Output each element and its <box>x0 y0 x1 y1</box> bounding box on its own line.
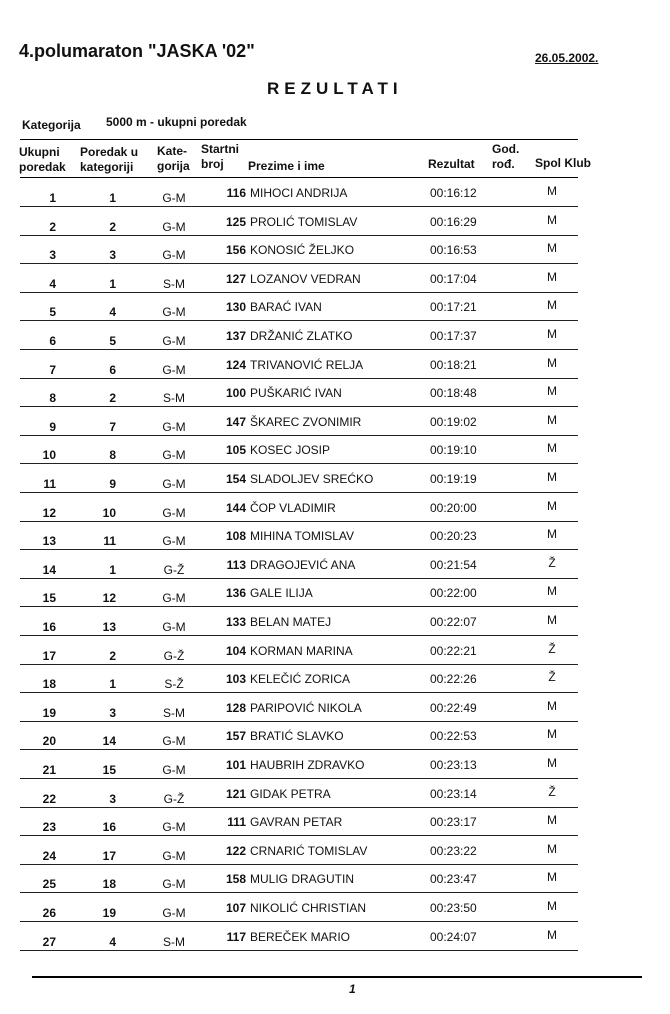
cell-sex: M <box>547 441 557 456</box>
cell-overall-position: 13 <box>42 534 56 549</box>
cell-name: KORMAN MARINA <box>250 643 353 658</box>
header-top-rule <box>20 139 578 140</box>
cell-result: 00:22:00 <box>430 586 477 601</box>
cell-category-position: 2 <box>109 648 116 663</box>
cell-bib-number: 125 <box>225 214 246 229</box>
cell-category: G-M <box>162 848 186 863</box>
cell-result: 00:16:12 <box>430 186 477 200</box>
row-rule <box>20 435 578 436</box>
cell-result: 00:18:48 <box>430 386 477 401</box>
cell-name: KOSEC JOSIP <box>250 443 331 458</box>
cell-category: G-M <box>162 419 186 434</box>
row-rule <box>20 950 578 951</box>
row-rule <box>20 349 578 350</box>
cell-bib-number: 121 <box>225 786 246 801</box>
cell-name: BELAN MATEJ <box>250 615 332 629</box>
row-rule <box>20 578 578 579</box>
cell-category: G-M <box>162 534 186 549</box>
cell-name: PUŠKARIĆ IVAN <box>250 386 342 401</box>
cell-overall-position: 16 <box>42 620 56 634</box>
cell-bib-number: 147 <box>225 414 246 429</box>
cell-result: 00:23:22 <box>430 843 477 858</box>
cell-name: GAVRAN PETAR <box>250 815 343 830</box>
cell-category: S-M <box>163 705 185 720</box>
cell-result: 00:22:49 <box>430 700 477 715</box>
row-rule <box>20 692 578 693</box>
cell-bib-number: 144 <box>225 500 246 515</box>
cell-category: G-M <box>162 305 186 320</box>
header-name: Prezime i ime <box>248 159 325 173</box>
cell-overall-position: 11 <box>43 477 56 491</box>
cell-result: 00:23:17 <box>430 815 477 830</box>
cell-category-position: 1 <box>109 677 116 692</box>
cell-result: 00:22:21 <box>430 643 477 658</box>
row-rule <box>20 320 578 321</box>
page-number: 1 <box>349 982 356 996</box>
cell-category-position: 1 <box>109 562 116 577</box>
cell-name: BARAĆ IVAN <box>250 300 322 315</box>
cell-overall-position: 26 <box>42 906 56 920</box>
cell-category: G-M <box>162 248 186 263</box>
cell-overall-position: 23 <box>42 820 56 835</box>
row-rule <box>20 263 578 264</box>
row-rule <box>20 292 578 293</box>
cell-bib-number: 137 <box>225 329 246 343</box>
cell-bib-number: 104 <box>225 643 246 658</box>
cell-category-position: 7 <box>109 419 116 434</box>
cell-category-position: 6 <box>109 362 116 377</box>
header-result: Rezultat <box>428 157 475 171</box>
cell-overall-position: 21 <box>42 763 56 777</box>
cell-sex: Ž <box>548 670 556 685</box>
cell-category-position: 9 <box>109 477 116 491</box>
cell-category-position: 4 <box>109 305 116 320</box>
row-rule <box>20 807 578 808</box>
cell-overall-position: 17 <box>42 648 56 663</box>
cell-category-position: 8 <box>109 448 116 463</box>
cell-name: ČOP VLADIMIR <box>250 500 336 515</box>
cell-category-position: 1 <box>109 276 116 291</box>
cell-category-position: 18 <box>102 877 116 892</box>
cell-category-position: 19 <box>102 906 116 920</box>
cell-result: 00:19:02 <box>430 414 477 429</box>
cell-bib-number: 128 <box>225 700 246 715</box>
cell-bib-number: 136 <box>225 586 246 601</box>
row-rule <box>20 921 578 922</box>
cell-overall-position: 2 <box>49 219 56 234</box>
category-label: Kategorija <box>22 118 81 132</box>
cell-sex: M <box>547 470 557 484</box>
cell-name: KELEČIĆ ZORICA <box>250 672 351 687</box>
cell-result: 00:16:53 <box>430 243 477 258</box>
cell-name: DRAGOJEVIĆ ANA <box>250 557 356 572</box>
cell-category: G-Ž <box>163 791 185 806</box>
cell-category-position: 11 <box>103 534 116 549</box>
cell-sex: M <box>547 813 557 828</box>
cell-name: PROLIĆ TOMISLAV <box>250 214 358 229</box>
cell-sex: M <box>547 698 557 713</box>
cell-result: 00:23:13 <box>430 758 477 772</box>
cell-sex: M <box>547 613 557 627</box>
cell-overall-position: 1 <box>49 191 56 205</box>
cell-category-position: 2 <box>109 391 116 406</box>
cell-overall-position: 19 <box>42 705 56 720</box>
cell-category-position: 2 <box>109 219 116 234</box>
cell-overall-position: 6 <box>49 334 56 348</box>
category-value: 5000 m - ukupni poredak <box>106 115 247 129</box>
cell-category-position: 15 <box>102 763 116 777</box>
cell-result: 00:20:00 <box>430 500 477 515</box>
cell-sex: Ž <box>548 555 556 570</box>
cell-result: 00:22:26 <box>430 672 477 687</box>
cell-sex: M <box>547 184 557 198</box>
cell-bib-number: 158 <box>225 872 246 887</box>
cell-result: 00:23:14 <box>430 786 477 801</box>
cell-name: MIHINA TOMISLAV <box>250 529 355 544</box>
cell-name: PARIPOVIĆ NIKOLA <box>250 700 362 715</box>
cell-category: G-M <box>162 763 186 777</box>
cell-sex: M <box>547 241 557 256</box>
cell-category-position: 13 <box>102 620 116 634</box>
cell-bib-number: 101 <box>225 758 246 772</box>
row-rule <box>20 521 578 522</box>
cell-name: DRŽANIĆ ZLATKO <box>250 329 353 343</box>
cell-sex: M <box>547 841 557 856</box>
cell-overall-position: 12 <box>42 505 56 520</box>
cell-bib-number: 122 <box>225 843 246 858</box>
cell-name: MULIG DRAGUTIN <box>250 872 355 887</box>
cell-category: G-M <box>162 219 186 234</box>
cell-name: BRATIĆ SLAVKO <box>250 729 344 744</box>
cell-sex: M <box>547 527 557 542</box>
cell-result: 00:23:47 <box>430 872 477 887</box>
cell-sex: M <box>547 899 557 913</box>
cell-sex: M <box>547 756 557 770</box>
row-rule <box>20 406 578 407</box>
cell-overall-position: 4 <box>49 276 56 291</box>
cell-overall-position: 10 <box>42 448 56 463</box>
cell-category: S-M <box>163 391 185 406</box>
cell-overall-position: 5 <box>49 305 56 320</box>
cell-sex: Ž <box>548 641 556 656</box>
cell-sex: M <box>547 927 557 942</box>
header-bottom-rule <box>20 177 578 178</box>
row-rule <box>20 206 578 207</box>
row-rule <box>20 664 578 665</box>
cell-category-position: 1 <box>109 191 116 205</box>
row-rule <box>20 749 578 750</box>
cell-category-position: 10 <box>102 505 116 520</box>
cell-category-position: 12 <box>102 591 116 606</box>
cell-bib-number: 127 <box>225 271 246 286</box>
cell-overall-position: 14 <box>42 562 56 577</box>
cell-category: G-M <box>162 334 186 348</box>
cell-category: G-M <box>162 362 186 377</box>
cell-name: TRIVANOVIĆ RELJA <box>250 357 364 372</box>
cell-sex: M <box>547 327 557 341</box>
cell-sex: M <box>547 412 557 427</box>
cell-name: CRNARIĆ TOMISLAV <box>250 843 368 858</box>
row-rule <box>20 721 578 722</box>
cell-category: G-M <box>162 448 186 463</box>
cell-name: BEREČEK MARIO <box>250 929 351 944</box>
cell-result: 00:17:37 <box>430 329 477 343</box>
cell-result: 00:22:53 <box>430 729 477 744</box>
row-rule <box>20 492 578 493</box>
cell-sex: Ž <box>548 784 556 799</box>
row-rule <box>20 378 578 379</box>
cell-bib-number: 100 <box>225 386 246 401</box>
cell-overall-position: 20 <box>42 734 56 749</box>
cell-result: 00:22:07 <box>430 615 477 629</box>
cell-bib-number: 113 <box>226 557 246 572</box>
row-rule <box>20 864 578 865</box>
cell-bib-number: 117 <box>226 929 246 944</box>
cell-category: G-M <box>162 820 186 835</box>
row-rule <box>20 778 578 779</box>
cell-result: 00:21:54 <box>430 557 477 572</box>
cell-category: G-M <box>162 191 186 205</box>
cell-category: G-M <box>162 505 186 520</box>
header-birth-year: God. rođ. <box>492 142 520 171</box>
cell-name: KONOSIĆ ŽELJKO <box>250 243 355 258</box>
cell-category: G-M <box>162 734 186 749</box>
cell-name: GALE ILIJA <box>250 586 313 601</box>
cell-overall-position: 7 <box>49 362 56 377</box>
cell-category: G-M <box>162 877 186 892</box>
document-title: 4.polumaraton "JASKA '02" <box>19 41 255 61</box>
cell-result: 00:23:50 <box>430 901 477 915</box>
cell-sex: M <box>547 584 557 599</box>
cell-name: ŠKAREC ZVONIMIR <box>250 414 362 429</box>
cell-overall-position: 3 <box>49 248 56 263</box>
cell-overall-position: 22 <box>42 791 56 806</box>
cell-bib-number: 103 <box>225 672 246 687</box>
cell-overall-position: 15 <box>42 591 56 606</box>
cell-bib-number: 154 <box>225 472 246 486</box>
cell-overall-position: 27 <box>42 934 56 949</box>
cell-result: 00:16:29 <box>430 214 477 229</box>
cell-name: SLADOLJEV SREĆKO <box>250 472 374 486</box>
cell-sex: M <box>547 384 557 399</box>
header-category: Kate- gorija <box>157 144 190 173</box>
header-sex-club: Spol Klub <box>535 156 591 170</box>
cell-result: 00:17:04 <box>430 271 477 286</box>
row-rule <box>20 892 578 893</box>
cell-result: 00:19:19 <box>430 472 477 486</box>
results-heading: REZULTATI <box>267 79 403 98</box>
cell-result: 00:17:21 <box>430 300 477 315</box>
cell-result: 00:19:10 <box>430 443 477 458</box>
cell-category: G-M <box>162 906 186 920</box>
row-rule <box>20 635 578 636</box>
cell-sex: M <box>547 298 557 313</box>
cell-bib-number: 108 <box>225 529 246 544</box>
cell-category-position: 5 <box>109 334 116 348</box>
cell-bib-number: 157 <box>225 729 246 744</box>
cell-name: NIKOLIĆ CHRISTIAN <box>250 901 367 915</box>
header-category-position: Poredak u kategoriji <box>80 145 139 174</box>
footer-rule <box>32 976 642 978</box>
cell-category: S-M <box>163 276 185 291</box>
cell-category-position: 17 <box>102 848 116 863</box>
cell-bib-number: 116 <box>226 186 246 200</box>
event-date: 26.05.2002. <box>535 51 599 65</box>
cell-bib-number: 130 <box>225 300 246 315</box>
cell-result: 00:18:21 <box>430 357 477 372</box>
cell-category-position: 14 <box>102 734 116 749</box>
cell-overall-position: 8 <box>49 391 56 406</box>
cell-result: 00:20:23 <box>430 529 477 544</box>
cell-name: GIDAK PETRA <box>250 786 331 801</box>
cell-sex: M <box>547 498 557 513</box>
cell-category: S-M <box>163 934 185 949</box>
cell-category-position: 4 <box>109 934 116 949</box>
cell-name: MIHOCI ANDRIJA <box>250 186 348 200</box>
cell-bib-number: 124 <box>225 357 246 372</box>
header-overall: Ukupni poredak <box>19 145 66 174</box>
cell-category: G-M <box>162 591 186 606</box>
row-rule <box>20 835 578 836</box>
cell-overall-position: 24 <box>42 848 56 863</box>
row-rule <box>20 549 578 550</box>
row-rule <box>20 463 578 464</box>
cell-sex: M <box>547 269 557 284</box>
cell-bib-number: 156 <box>225 243 246 258</box>
cell-sex: M <box>547 870 557 885</box>
row-rule <box>20 606 578 607</box>
cell-category-position: 3 <box>109 248 116 263</box>
cell-sex: M <box>547 212 557 227</box>
header-bib: Startni broj <box>201 142 240 171</box>
cell-category-position: 3 <box>109 791 116 806</box>
cell-category: S-Ž <box>164 677 184 692</box>
cell-bib-number: 133 <box>225 615 246 629</box>
cell-name: HAUBRIH ZDRAVKO <box>250 758 365 772</box>
cell-category-position: 16 <box>102 820 116 835</box>
cell-category: G-Ž <box>163 648 185 663</box>
cell-bib-number: 111 <box>227 815 246 830</box>
cell-name: LOZANOV VEDRAN <box>250 271 361 286</box>
cell-category: G-M <box>162 477 186 491</box>
cell-sex: M <box>547 727 557 742</box>
cell-overall-position: 25 <box>42 877 56 892</box>
cell-category: G-Ž <box>163 562 185 577</box>
cell-bib-number: 107 <box>225 901 246 915</box>
cell-sex: M <box>547 355 557 370</box>
cell-category: G-M <box>162 620 186 634</box>
cell-category-position: 3 <box>109 705 116 720</box>
row-rule <box>20 235 578 236</box>
cell-overall-position: 18 <box>42 677 56 692</box>
cell-bib-number: 105 <box>225 443 246 458</box>
cell-result: 00:24:07 <box>430 929 477 944</box>
cell-overall-position: 9 <box>49 419 56 434</box>
